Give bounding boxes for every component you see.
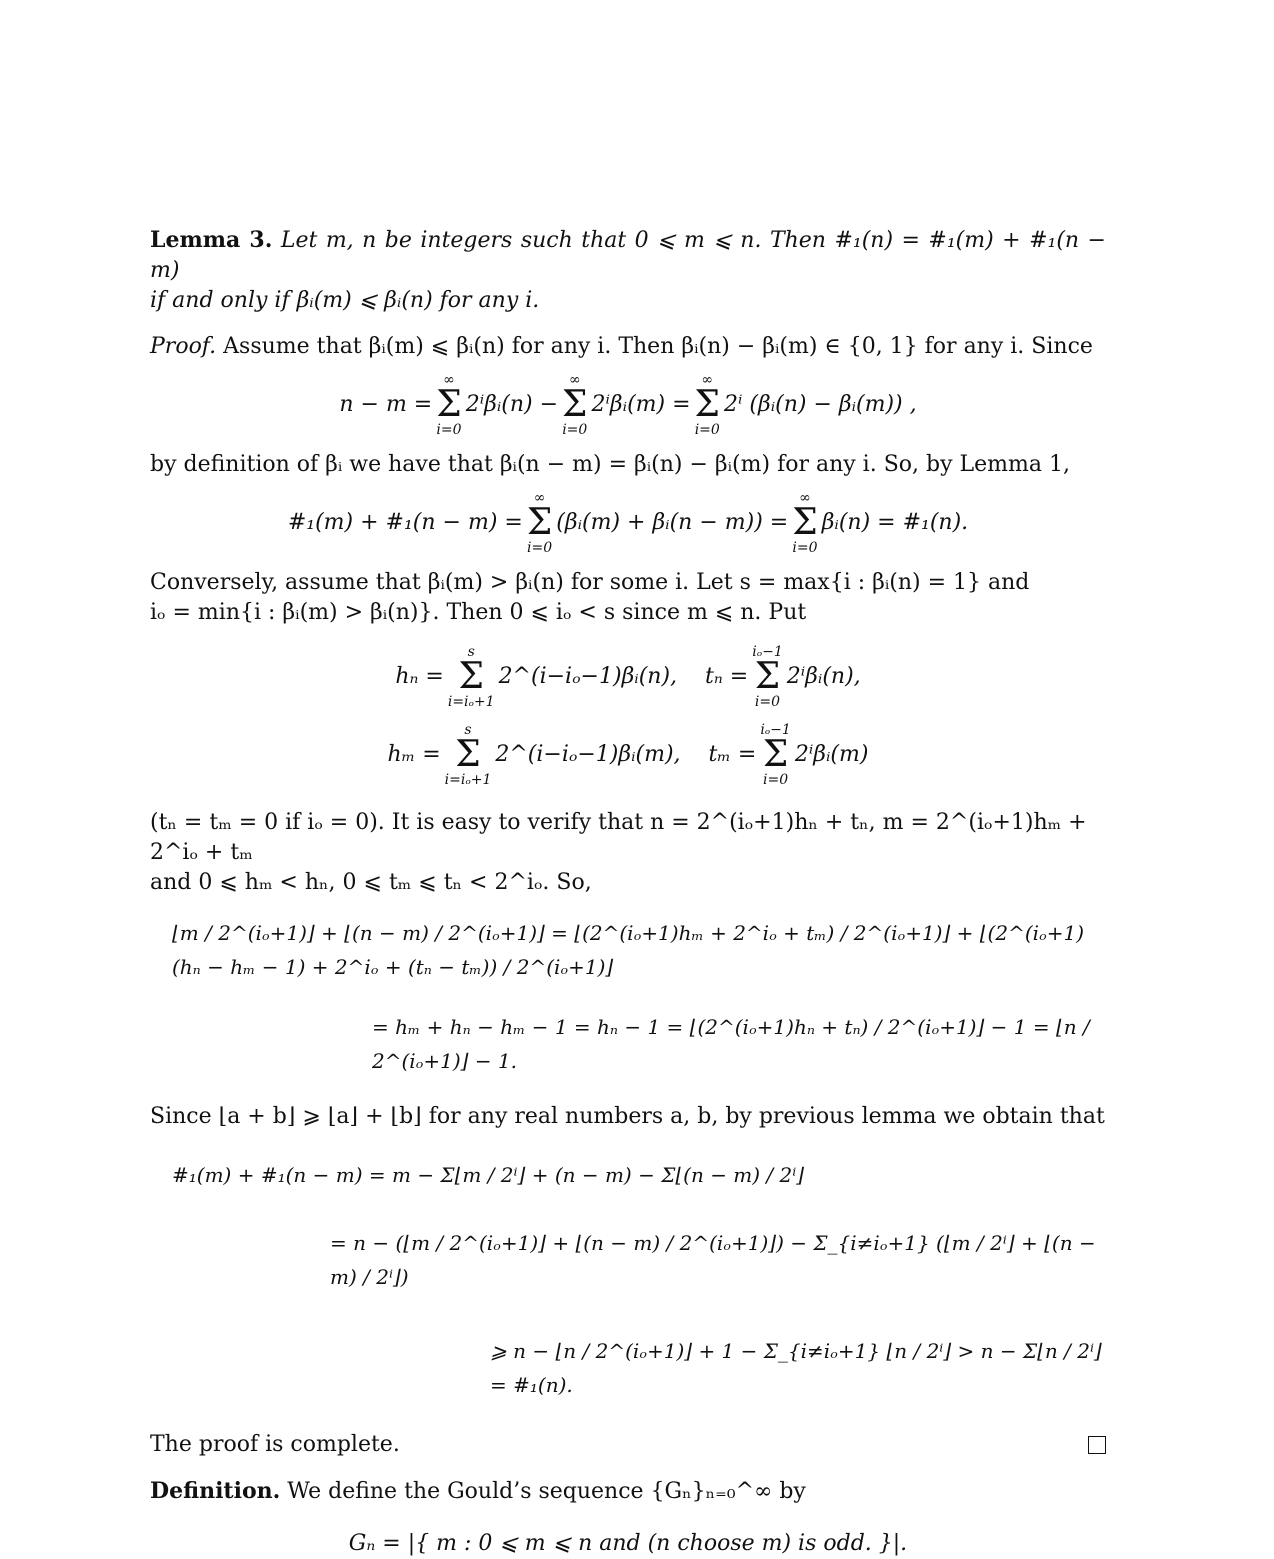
eq3-hm: hₘ =: [387, 742, 441, 767]
definition-label: Definition.: [150, 1478, 281, 1504]
eq1-lhs: n − m =: [339, 392, 433, 417]
sum-symbol: s Σ i=iₒ+1: [444, 722, 492, 788]
lemma: [150, 225, 1106, 316]
definition-text: We define the Gould’s sequence {Gₙ}ₙ₌₀^∞ by: [287, 1479, 806, 1504]
eq1-term-2: 2ⁱβᵢ(m) =: [591, 392, 691, 417]
sum-symbol: s Σ i=iₒ+1: [447, 644, 495, 710]
lemma-statement-2: if and only if βᵢ(m) ⩽ βᵢ(n) for any i.: [150, 288, 540, 313]
proof-line-5: [150, 808, 1106, 898]
definition: [150, 1476, 1106, 1507]
proof-closing: [150, 1430, 1106, 1460]
equation-2: [150, 490, 1106, 556]
proof-line-3: [150, 568, 1106, 628]
proof-label: Proof.: [150, 334, 217, 359]
equation-4: [150, 916, 1106, 1078]
eq3-hm-body: 2^(i−iₒ−1)βᵢ(m),: [495, 742, 681, 767]
equation-5: [150, 1158, 1106, 1402]
eq2-lhs: #₁(m) + #₁(n − m) =: [287, 510, 523, 535]
eq3-hn-body: 2^(i−iₒ−1)βᵢ(n),: [498, 664, 678, 689]
sum-symbol: iₒ−1 Σ i=0: [760, 722, 791, 788]
eq5-row-1: #₁(m) + #₁(n − m) = m − Σ⌊m / 2ⁱ⌋ + (n − m) − Σ⌊(n − m) / 2ⁱ⌋: [172, 1163, 805, 1187]
eq3-hn: hₙ =: [395, 664, 444, 689]
eq3-tn: tₙ =: [705, 664, 749, 689]
proof-line-2: by definition of βᵢ we have that βᵢ(n − m) = βᵢ(n) − βᵢ(m) for any i. So, by Lemma 1,: [150, 452, 1070, 477]
eq4-row-2: = hₘ + hₙ − hₘ − 1 = hₙ − 1 = ⌊(2^(iₒ+1)hₙ + tₙ) / 2^(iₒ+1)⌋ − 1 = ⌊n / 2^(iₒ+1)⌋ − 1.: [372, 1015, 1090, 1073]
eq1-term-3: 2ⁱ (βᵢ(n) − βᵢ(m)) ,: [723, 392, 917, 417]
eq5-row-2: = n − (⌊m / 2^(iₒ+1)⌋ + ⌊(n − m) / 2^(iₒ+1)⌋) − Σ_{i≠iₒ+1} (⌊m / 2ⁱ⌋ + ⌊(n − m) / 2ⁱ⌋): [330, 1231, 1096, 1289]
proof-line-7: Since ⌊a + b⌋ ⩾ ⌊a⌋ + ⌊b⌋ for any real numbers a, b, by previous lemma we obtain that: [150, 1104, 1105, 1129]
sum-symbol: ∞ Σ i=0: [562, 372, 588, 438]
proof-line-1: Assume that βᵢ(m) ⩽ βᵢ(n) for any i. Then βᵢ(n) − βᵢ(m) ∈ {0, 1} for any i. Since: [223, 334, 1093, 359]
proof-line-4-text: iₒ = min{i : βᵢ(m) > βᵢ(n)}. Then 0 ⩽ iₒ < s since m ⩽ n. Put: [150, 600, 807, 625]
proof-intro: [150, 332, 1106, 362]
definition-formula: Gₙ = |{ m : 0 ⩽ m ⩽ n and (n choose m) is odd. }|.: [348, 1531, 908, 1556]
eq3-row-2: [150, 716, 1106, 794]
sum-symbol: ∞ Σ i=0: [694, 372, 720, 438]
eq3-tm-body: 2ⁱβᵢ(m): [794, 742, 869, 767]
eq2-term-2: βᵢ(n) = #₁(n).: [821, 510, 969, 535]
eq2-term-1: (βᵢ(m) + βᵢ(n − m)) =: [556, 510, 789, 535]
sum-symbol: ∞ Σ i=0: [792, 490, 818, 556]
eq1-term-1: 2ⁱβᵢ(n) −: [465, 392, 559, 417]
proof-closing-text: The proof is complete.: [150, 1432, 400, 1457]
lemma-label: Lemma 3.: [150, 227, 273, 253]
equation-1: [150, 372, 1106, 438]
proof-line-3-text: Conversely, assume that βᵢ(m) > βᵢ(n) for some i. Let s = max{i : βᵢ(n) = 1} and: [150, 570, 1030, 595]
lemma-statement-1: Let m, n be integers such that 0 ⩽ m ⩽ n. Then #₁(n) = #₁(m) + #₁(n − m): [150, 228, 1106, 283]
eq5-row-3: ⩾ n − ⌊n / 2^(iₒ+1)⌋ + 1 − Σ_{i≠iₒ+1} ⌊n / 2ⁱ⌋ > n − Σ⌊n / 2ⁱ⌋ = #₁(n).: [490, 1339, 1102, 1397]
sum-symbol: ∞ Σ i=0: [436, 372, 462, 438]
proof-line-5-text: (tₙ = tₘ = 0 if iₒ = 0). It is easy to verify that n = 2^(iₒ+1)hₙ + tₙ, m = 2^(iₒ+1)hₘ + 2^iₒ + tₘ: [150, 810, 1087, 865]
proof-line-6-text: and 0 ⩽ hₘ < hₙ, 0 ⩽ tₘ ⩽ tₙ < 2^iₒ. So,: [150, 870, 592, 895]
eq3-row-1: [150, 638, 1106, 716]
sum-symbol: ∞ Σ i=0: [526, 490, 553, 556]
equation-3: [150, 638, 1106, 794]
qed-square-icon: [1088, 1436, 1106, 1454]
eq3-tm: tₘ =: [708, 742, 757, 767]
eq3-tn-body: 2ⁱβᵢ(n),: [786, 664, 861, 689]
sum-symbol: iₒ−1 Σ i=0: [752, 644, 783, 710]
page-body: [150, 225, 1106, 1559]
eq4-row-1: ⌊m / 2^(iₒ+1)⌋ + ⌊(n − m) / 2^(iₒ+1)⌋ = ⌊(2^(iₒ+1)hₘ + 2^iₒ + tₘ) / 2^(iₒ+1)⌋ + ⌊(2^(iₒ+1)(hₙ − hₘ − 1) + 2^iₒ + (tₙ − tₘ)) / 2^(iₒ+1)⌋: [172, 921, 1085, 979]
